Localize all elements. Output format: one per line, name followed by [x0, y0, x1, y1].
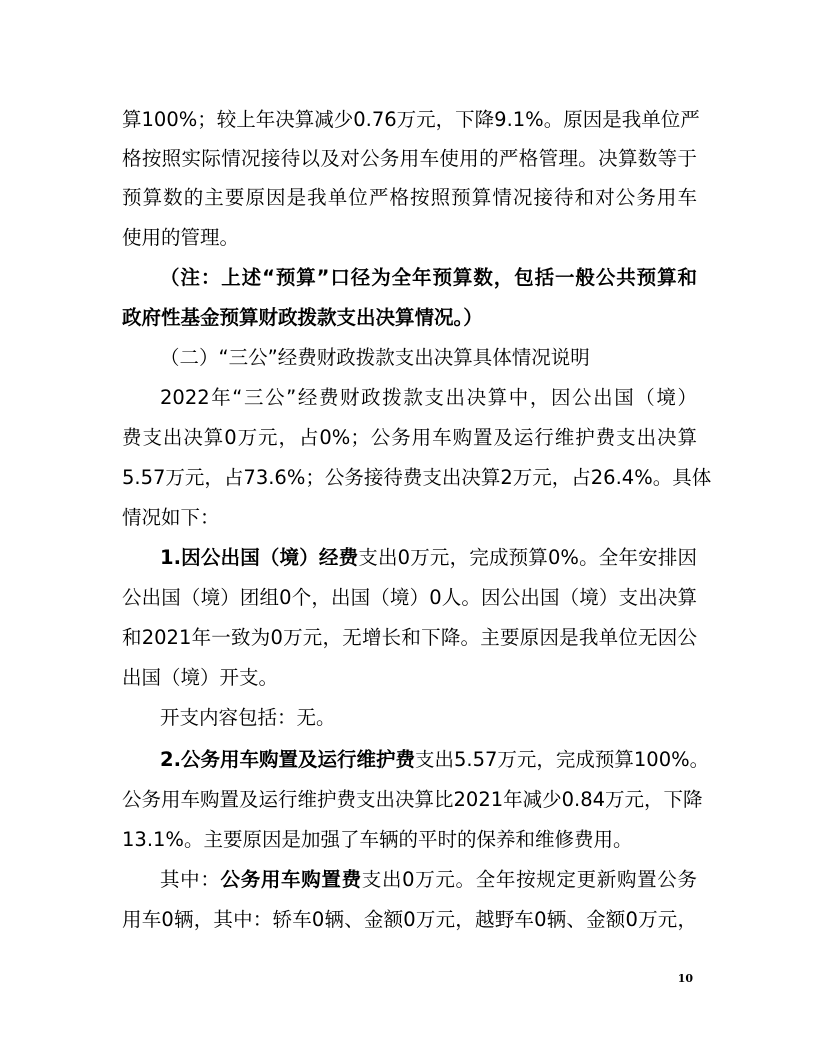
text-line: 用车0辆，其中：轿车0辆、金额0万元，越野车0辆、金额0万元， — [122, 908, 697, 931]
text-line: 13.1%。主要原因是加强了车辆的平时的保养和维修费用。 — [122, 828, 633, 851]
section-heading: （二）“三公”经费财政拨款支出决算具体情况说明 — [160, 346, 590, 369]
text-line — [160, 868, 697, 892]
text-line: 5.57万元，占73.6%；公务接待费支出决算2万元，占26.4%。具体 — [122, 466, 712, 489]
line-text: 支出5.57万元，完成预算100%。 — [414, 748, 710, 771]
lead-text: 其中： — [160, 868, 221, 891]
note-line: 政府性基金预算财政拨款支出决算情况。） — [122, 306, 483, 329]
text-line: 2022年“三公”经费财政拨款支出决算中，因公出国（境） — [160, 386, 697, 409]
text-line: 和2021年一致为0万元，无增长和下降。主要原因是我单位无因公 — [122, 626, 697, 649]
text-line: 格按照实际情况接待以及对公务用车使用的严格管理。决算数等于 — [122, 147, 697, 170]
text-line: 公务用车购置及运行维护费支出决算比2021年减少0.84万元，下降 — [122, 788, 703, 811]
text-line: 费支出决算0万元，占0%；公务用车购置及运行维护费支出决算 — [122, 426, 697, 449]
line-text: 支出0万元。全年按规定更新购置公务 — [361, 868, 697, 891]
line-text: 支出0万元，完成预算0%。全年安排因 — [358, 546, 697, 569]
bold-term: 公务用车购置费 — [220, 868, 362, 891]
text-line — [160, 546, 697, 570]
note-line: （注：上述“预算”口径为全年预算数，包括一般公共预算和 — [160, 266, 697, 289]
text-line: 算100%；较上年决算减少0.76万元，下降9.1%。原因是我单位严 — [122, 108, 700, 131]
bold-lead: 2.公务用车购置及运行维护费 — [160, 748, 415, 771]
text-line: 开支内容包括：无。 — [160, 706, 336, 729]
text-line: 公出国（境）团组0个，出国（境）0人。因公出国（境）支出决算 — [122, 586, 697, 609]
text-line: 出国（境）开支。 — [122, 666, 279, 689]
bold-lead: 1.因公出国（境）经费 — [160, 546, 359, 569]
text-line: 使用的管理。 — [122, 226, 240, 249]
text-line: 预算数的主要原因是我单位严格按照预算情况接待和对公务用车 — [122, 186, 697, 209]
page-number: 10 — [677, 972, 693, 985]
text-line — [160, 748, 710, 772]
text-line: 情况如下： — [122, 506, 220, 529]
